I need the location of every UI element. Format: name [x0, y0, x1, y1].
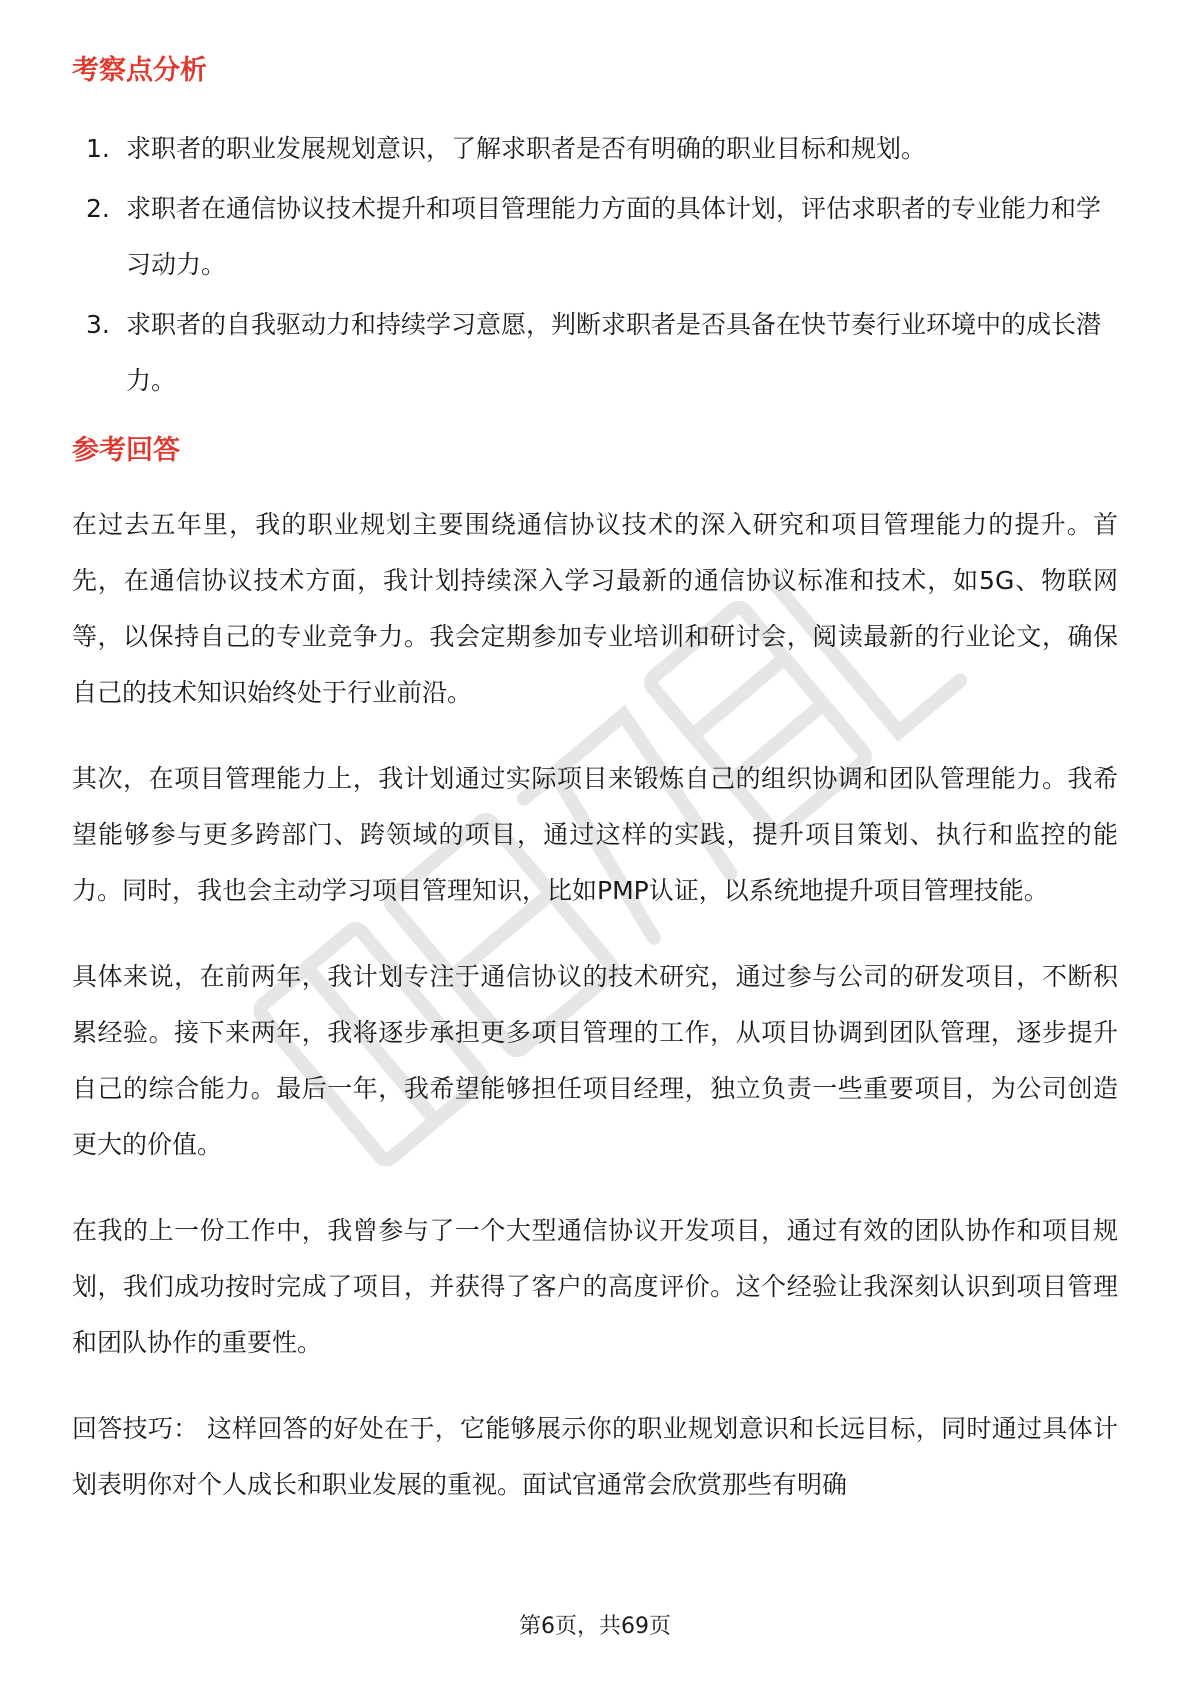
answer-paragraph: 在过去五年里，我的职业规划主要围绕通信协议技术的深入研究和项目管理能力的提升。首先，在通信协议技术方面，我计划持续深入学习最新的通信协议标准和技术，如5G、物联网等，以保持自己的专业竞争力。我会定期参加专业培训和研讨会，阅读最新的行业论文，确保自己的技术知识始终处于行业前沿。 — [72, 510, 1118, 707]
answer-tips-paragraph: 回答技巧： 这样回答的好处在于，它能够展示你的职业规划意识和长远目标，同时通过具体计划表明你对个人成长和职业发展的重视。面试官通常会欣赏那些有明确 — [72, 1414, 1118, 1499]
list-item-number: 3. — [86, 310, 110, 339]
page-number: 第6页，共69页 — [519, 1614, 671, 1639]
list-item — [72, 297, 1118, 409]
list-item-text: 求职者的职业发展规划意识，了解求职者是否有明确的职业目标和规划。 — [126, 134, 927, 163]
answer-paragraph: 在我的上一份工作中，我曾参与了一个大型通信协议开发项目，通过有效的团队协作和项目规划，我们成功按时完成了项目，并获得了客户的高度评价。这个经验让我深刻认识到项目管理和团队协作的重要性。 — [72, 1216, 1118, 1357]
answer-paragraph: 其次，在项目管理能力上，我计划通过实际项目来锻炼自己的组织协调和团队管理能力。我希望能够参与更多跨部门、跨领域的项目，通过这样的实践，提升项目策划、执行和监控的能力。同时，我也会主动学习项目管理知识，比如PMP认证，以系统地提升项目管理技能。 — [72, 764, 1118, 905]
answer-title: 参考回答 — [72, 435, 180, 466]
list-item-number: 2. — [86, 194, 110, 223]
answer-paragraph: 具体来说，在前两年，我计划专注于通信协议的技术研究，通过参与公司的研发项目，不断积累经验。接下来两年，我将逐步承担更多项目管理的工作，从项目协调到团队管理，逐步提升自己的综合能力。最后一年，我希望能够担任项目经理，独立负责一些重要项目，为公司创造更大的价值。 — [72, 962, 1118, 1159]
document-body — [72, 48, 1118, 1513]
list-item-number: 1. — [86, 134, 110, 163]
analysis-list — [72, 121, 1118, 409]
list-item — [72, 121, 1118, 177]
analysis-title: 考察点分析 — [72, 55, 207, 86]
list-item-text: 求职者的自我驱动力和持续学习意愿，判断求职者是否具备在快节奏行业环境中的成长潜力。 — [126, 310, 1102, 395]
list-item — [72, 181, 1118, 293]
list-item-text: 求职者在通信协议技术提升和项目管理能力方面的具体计划，评估求职者的专业能力和学习动力。 — [126, 194, 1102, 279]
